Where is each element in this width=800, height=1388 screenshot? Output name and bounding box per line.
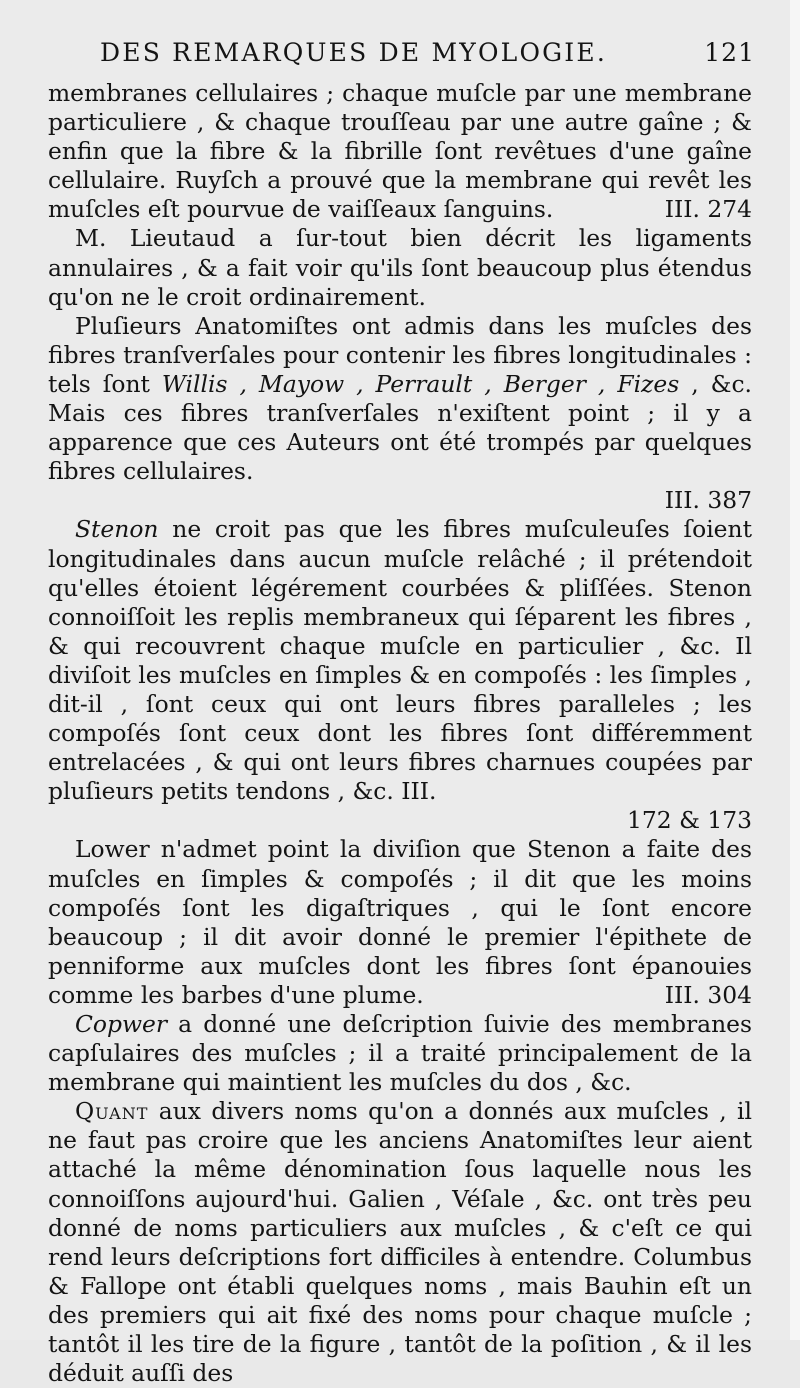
page-reference: III. 387 (664, 486, 752, 515)
paragraph-text: membranes cellulaires ; chaque muſcle par une membrane particuliere , & chaque trouſſeau par une autre gaîne ; & enfin que la fibre & la fibrille ſont revêtues d'une gaîne cellulaire. Ruyſch a prouvé que la membrane qui revêt les muſcles eſt pourvue de vaiſſeaux ſanguins. (48, 79, 752, 224)
author-names: Willis , Mayow , Perrault , Berger , Fizes (161, 369, 680, 398)
running-head (100, 38, 755, 72)
paragraph-text: M. Lieutaud a ſur-tout bien décrit les ligaments annulaires , & a fait voir qu'ils ſont beaucoup plus étendus qu'on ne le croit ordinairement. (48, 224, 752, 311)
paragraph (48, 835, 752, 1010)
lead-word: Quant (75, 1097, 149, 1126)
author-name: Copwer (75, 1010, 167, 1038)
running-title: DES REMARQUES DE MYOLOGIE. (100, 38, 607, 67)
paragraph (48, 1010, 752, 1097)
author-name: Stenon (75, 515, 159, 544)
paragraph-text: Lower n'admet point la diviſion que Stenon a faite des muſcles en ſimples & compoſés ; il dit que les moins compoſés ſont les digaſtriques , qui le ſont encore beaucoup ; il dit avoir donné le premier l'épithete de penniforme aux muſcles dont les fibres ſont épanouies comme les barbes d'une plume. (48, 835, 752, 1009)
page-reference: 172 & 173 (627, 806, 752, 835)
page-number: 121 (704, 38, 755, 67)
page-reference: III. 274 (664, 195, 752, 224)
paragraph-text: aux divers noms qu'on a donnés aux muſcles , il ne faut pas croire que les anciens Anatomiſtes leur aient attaché la même dénomination ſous laquelle nous les connoiſſons aujourd'hui. Galien , Véſale , &c. ont très peu donné de noms particuliers aux muſcles , & c'eſt ce qui rend leurs deſcriptions fort difficiles à entendre. Columbus & Fallope ont établi quelques noms , mais Bauhin eſt un des premiers qui ait fixé des noms pour chaque muſcle ; tantôt il les tire de la figure , tantôt de la poſition , & il les déduit auſſi des (48, 1097, 752, 1388)
paragraph (48, 515, 752, 835)
paragraph (48, 1097, 752, 1388)
paragraph-text: ne croit pas que les fibres muſculeuſes ſoient longitudinales dans aucun muſcle relâché ; il prétendoit qu'elles étoient légérement courbées & pliſſées. Stenon connoiſſoit les replis membraneux qui ſéparent les fibres , & qui recouvrent chaque muſcle en particulier , &c. Il diviſoit les muſcles en ſimples & en compoſés : les ſimples , dit-il , ſont ceux qui ont leurs fibres paralleles ; les compoſés ſont ceux dont les fibres ſont différemment entrelacées , & qui ont leurs fibres charnues coupées par pluſieurs petits tendons , &c. III. (48, 515, 752, 806)
paragraph-text: Pluſieurs Anatomiſtes ont admis dans les muſcles des fibres tranſverſales pour contenir les fibres longitudinales : tels ſont (48, 311, 752, 398)
page-edge (790, 0, 800, 1340)
paragraph (48, 79, 752, 224)
paragraph-text: , &c. Mais ces fibres tranſverſales n'exiſtent point ; il y a apparence que ces Auteurs ont été trompés par quelques fibres cellulaires. (48, 369, 752, 486)
paragraph (48, 312, 752, 516)
page-reference: III. 304 (664, 980, 752, 1009)
body-text (48, 79, 752, 1388)
paragraph (48, 224, 752, 311)
paragraph-text: a donné une deſcription ſuivie des membranes capſulaires des muſcles ; il a traité principalement de la membrane qui maintient les muſcles du dos , &c. (48, 1010, 752, 1097)
